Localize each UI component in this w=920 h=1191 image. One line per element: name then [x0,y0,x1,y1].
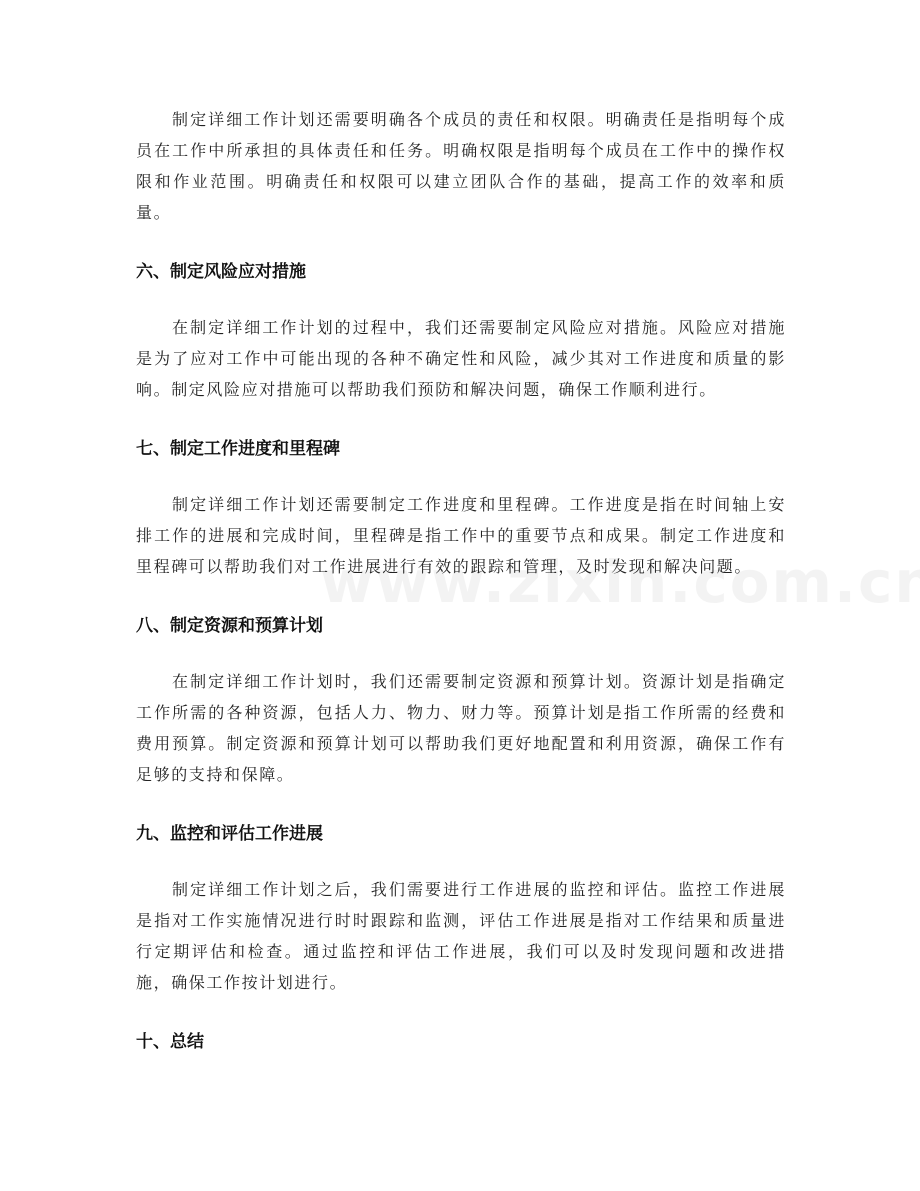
section-heading-monitoring: 九、监控和评估工作进展 [136,824,323,844]
section-paragraph-monitoring: 制定详细工作计划之后，我们需要进行工作进展的监控和评估。监控工作进展是指对工作实施情况进行时时跟踪和监测，评估工作进展是指对工作结果和质量进行定期评估和检查。通过监控和评估工作进展，我们可以及时发现问题和改进措施，确保工作按计划进行。 [136,880,786,992]
section-paragraph-risk: 在制定详细工作计划的过程中，我们还需要制定风险应对措施。风险应对措施是为了应对工作中可能出现的各种不确定性和风险，减少其对工作进度和质量的影响。制定风险应对措施可以帮助我们预防和解决问题，确保工作顺利进行。 [136,318,786,399]
intro-paragraph: 制定详细工作计划还需要明确各个成员的责任和权限。明确责任是指明每个成员在工作中所承担的具体责任和任务。明确权限是指明每个成员在工作中的操作权限和作业范围。明确责任和权限可以建立团队合作的基础，提高工作的效率和质量。 [136,110,786,222]
section-paragraph-schedule: 制定详细工作计划还需要制定工作进度和里程碑。工作进度是指在时间轴上安排工作的进展和完成时间，里程碑是指工作中的重要节点和成果。制定工作进度和里程碑可以帮助我们对工作进展进行有效的跟踪和管理，及时发现和解决问题。 [136,495,786,576]
section-paragraph-resources: 在制定详细工作计划时，我们还需要制定资源和预算计划。资源计划是指确定工作所需的各种资源，包括人力、物力、财力等。预算计划是指工作所需的经费和费用预算。制定资源和预算计划可以帮助我们更好地配置和利用资源，确保工作有足够的支持和保障。 [136,672,786,784]
section-heading-summary: 十、总结 [136,1032,204,1052]
document-body [136,104,786,1056]
section-heading-resources: 八、制定资源和预算计划 [136,616,323,636]
section-heading-schedule: 七、制定工作进度和里程碑 [136,439,340,459]
section-heading-risk: 六、制定风险应对措施 [136,262,306,282]
